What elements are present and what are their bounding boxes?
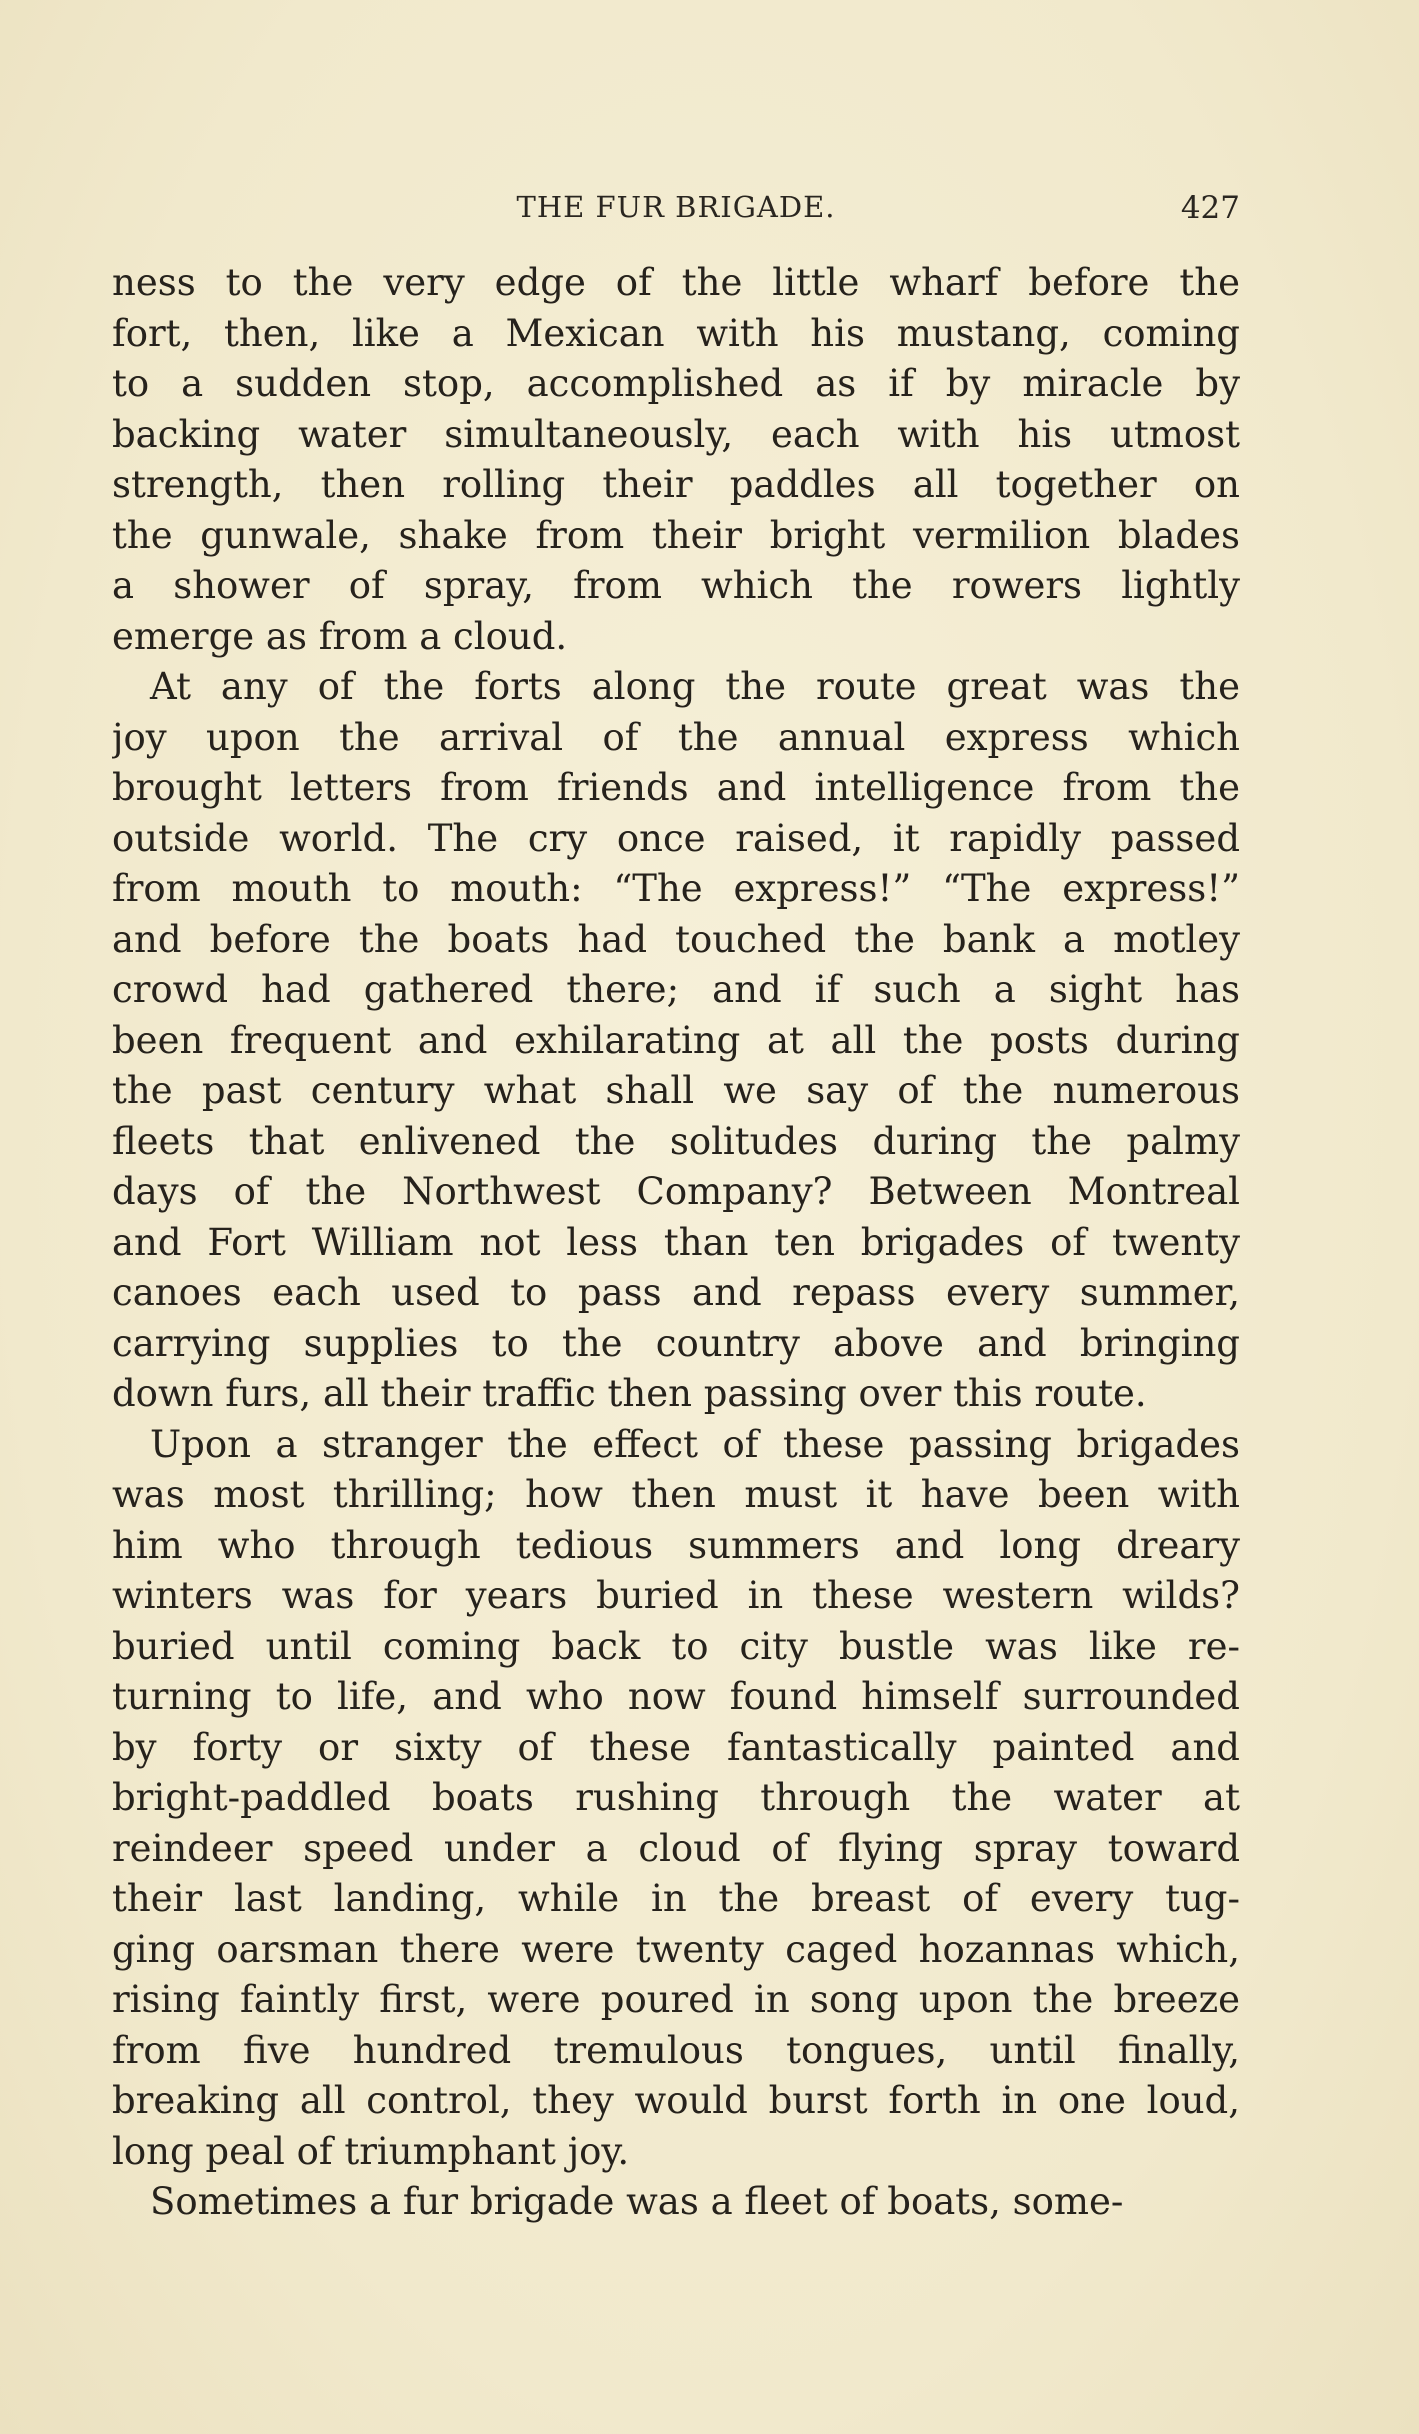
text-line: winters was for years buried in these western wilds? (112, 1574, 1240, 1617)
page-number: 427 (1180, 190, 1240, 226)
text-line: ging oarsman there were twenty caged hozannas which, (112, 1927, 1240, 1971)
text-line: a shower of spray, from which the rowers lightly (112, 564, 1240, 607)
running-head (112, 182, 1240, 232)
text-line: canoes each used to pass and repass every summer, (112, 1271, 1240, 1314)
running-title: THE FUR BRIGADE. (516, 190, 836, 224)
text-line: Upon a stranger the effect of these passing brigades (150, 1422, 1240, 1466)
text-line: joy upon the arrival of the annual express which (112, 715, 1240, 759)
text-line: the gunwale, shake from their bright vermilion blades (112, 513, 1240, 557)
text-line: crowd had gathered there; and if such a sight has (112, 968, 1240, 1011)
text-line: from five hundred tremulous tongues, until finally, (112, 2028, 1240, 2072)
text-line: strength, then rolling their paddles all together on (112, 463, 1240, 506)
text-line: backing water simultaneously, each with his utmost (112, 412, 1240, 456)
text-line: from mouth to mouth: “The express!” “The express!” (112, 867, 1240, 910)
text-line: carrying supplies to the country above and bringing (112, 1321, 1240, 1365)
text-line: and before the boats had touched the bank a motley (112, 917, 1240, 961)
text-line: Sometimes a fur brigade was a fleet of boats, some- (150, 2180, 1124, 2223)
text-line: buried until coming back to city bustle was like re- (112, 1624, 1240, 1668)
text-line: long peal of triumphant joy. (112, 2129, 630, 2173)
text-line: down furs, all their traffic then passing over this route. (112, 1372, 1147, 1415)
text-line: the past century what shall we say of the numerous (112, 1069, 1240, 1112)
text-line: him who through tedious summers and long dreary (112, 1523, 1240, 1567)
body-text (112, 258, 1240, 2228)
text-line: At any of the forts along the route great was the (150, 665, 1240, 708)
text-line: bright-paddled boats rushing through the water at (112, 1776, 1240, 1819)
text-line: was most thrilling; how then must it have been with (112, 1473, 1240, 1516)
text-line: fleets that enlivened the solitudes during the palmy (112, 1119, 1240, 1163)
text-line: and Fort William not less than ten brigades of twenty (112, 1220, 1240, 1264)
text-line: their last landing, while in the breast of every tug- (112, 1877, 1240, 1920)
text-line: breaking all control, they would burst forth in one loud, (112, 2079, 1240, 2122)
text-line: ness to the very edge of the little wharf before the (112, 261, 1240, 304)
text-line: rising faintly first, were poured in song upon the breeze (112, 1978, 1240, 2021)
text-line: emerge as from a cloud. (112, 614, 568, 658)
text-line: turning to life, and who now found himself surrounded (112, 1675, 1240, 1718)
text-line: to a sudden stop, accomplished as if by miracle by (112, 362, 1240, 405)
text-line: days of the Northwest Company? Between Montreal (112, 1170, 1240, 1213)
text-line: outside world. The cry once raised, it rapidly passed (112, 816, 1240, 860)
text-line: brought letters from friends and intelligence from the (112, 766, 1240, 809)
text-line: fort, then, like a Mexican with his mustang, coming (112, 311, 1240, 355)
text-line: by forty or sixty of these fantastically painted and (112, 1725, 1240, 1769)
text-line: reindeer speed under a cloud of flying spray toward (112, 1826, 1240, 1870)
text-line: been frequent and exhilarating at all the posts during (112, 1018, 1240, 1062)
